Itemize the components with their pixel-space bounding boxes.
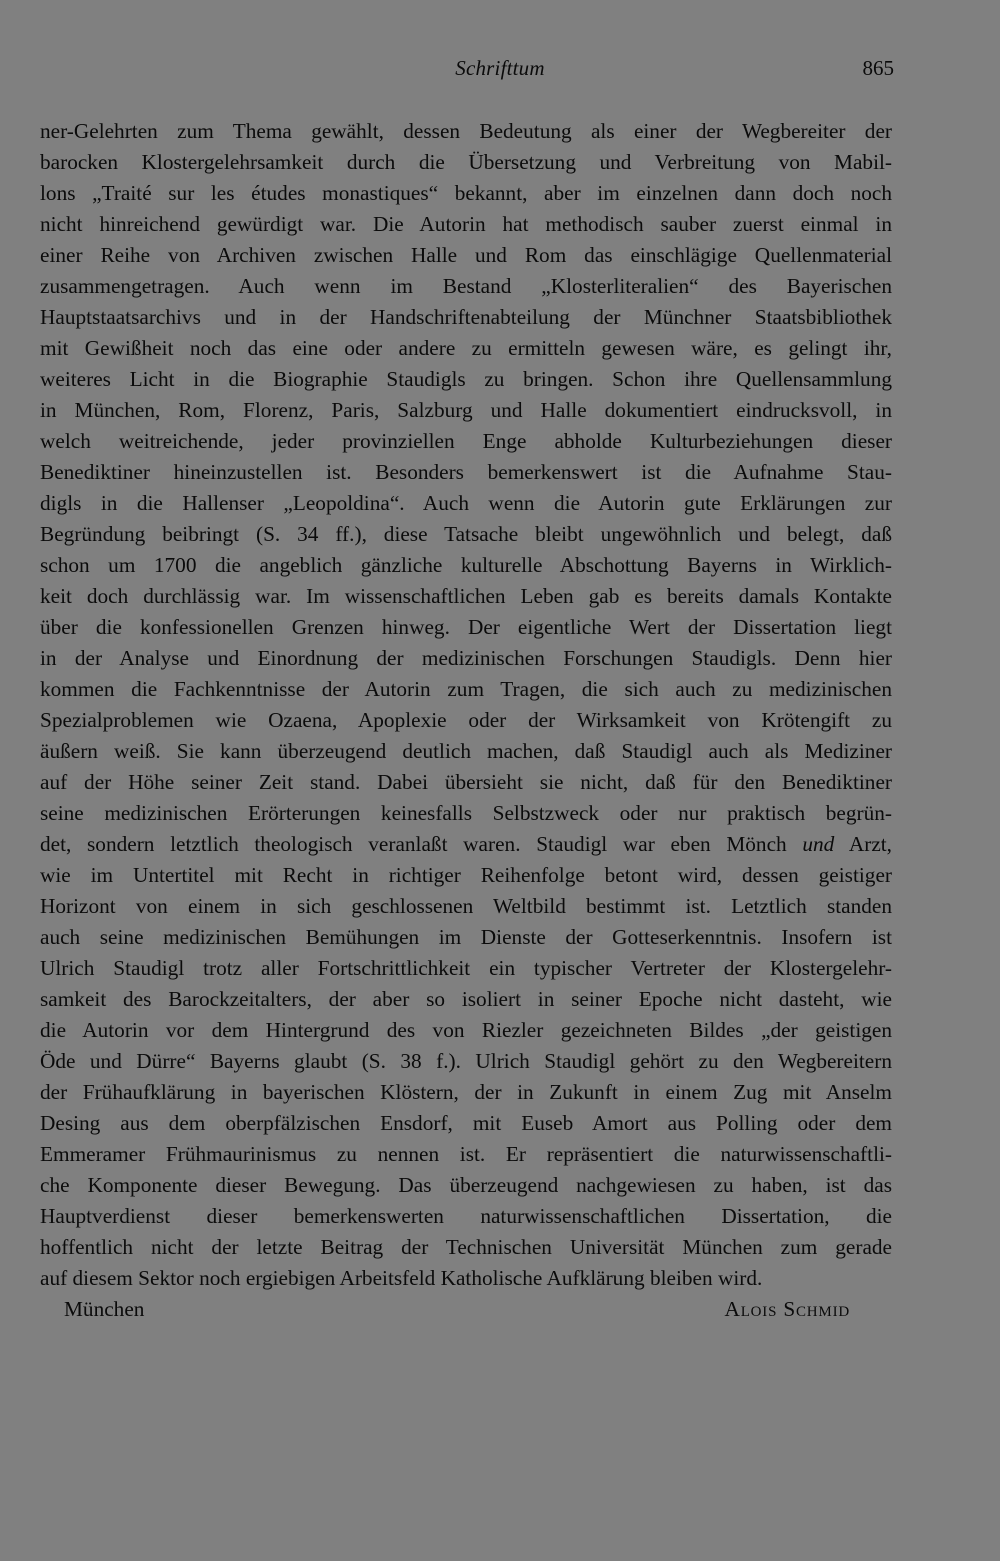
text-line: Ulrich Staudigl trotz aller Fortschrittlichkeit ein typischer Vertreter der Klostergelehr- [40,956,892,980]
page-number: 865 [862,56,894,80]
text-line: barocken Klostergelehrsamkeit durch die Übersetzung und Verbreitung von Mabil- [40,150,892,174]
text-line: seine medizinischen Erörterungen keinesfalls Selbstzweck oder nur praktisch begrün- [40,801,892,825]
text-line: schon um 1700 die angeblich gänzliche kulturelle Abschottung Bayerns in Wirklich- [40,553,892,577]
text-line: in der Analyse und Einordnung der medizinischen Forschungen Staudigls. Denn hier [40,646,892,670]
text-line: ner-Gelehrten zum Thema gewählt, dessen Bedeutung als einer der Wegbereiter der [40,119,892,143]
text-line: mit Gewißheit noch das eine oder andere zu ermitteln gewesen wäre, es gelingt ihr, [40,336,892,360]
text-line: keit doch durchlässig war. Im wissenschaftlichen Leben gab es bereits damals Kontakte [40,584,892,608]
text-line: Benediktiner hineinzustellen ist. Besonders bemerkenswert ist die Aufnahme Stau- [40,460,892,484]
text-line: der Frühaufklärung in bayerischen Klöstern, der in Zukunft in einem Zug mit Anselm [40,1080,892,1104]
text-line: auf der Höhe seiner Zeit stand. Dabei übersieht sie nicht, daß für den Benediktiner [40,770,892,794]
text-line: Öde und Dürre“ Bayerns glaubt (S. 38 f.). Ulrich Staudigl gehört zu den Wegbereitern [40,1049,892,1073]
text-line: samkeit des Barockzeitalters, der aber so isoliert in seiner Epoche nicht dasteht, wie [40,987,892,1011]
text-line: kommen die Fachkenntnisse der Autorin zum Tragen, die sich auch zu medizinischen [40,677,892,701]
text-line: Horizont von einem in sich geschlossenen Weltbild bestimmt ist. Letztlich standen [40,894,892,918]
text-line: nicht hinreichend gewürdigt war. Die Autorin hat methodisch sauber zuerst einmal in [40,212,892,236]
signature-place: München [64,1297,145,1321]
signature-author: Alois Schmid [724,1297,850,1321]
text-line: lons „Traité sur les études monastiques“ bekannt, aber im einzelnen dann doch noch [40,181,892,205]
body-paragraph [40,116,892,1294]
text-line: wie im Untertitel mit Recht in richtiger Reihenfolge betont wird, dessen geistiger [40,863,892,887]
text-line: Desing aus dem oberpfälzischen Ensdorf, mit Euseb Amort aus Polling oder dem [40,1111,892,1135]
text-line: zusammengetragen. Auch wenn im Bestand „Klosterliteralien“ des Bayerischen [40,274,892,298]
text-line-last: auf diesem Sektor noch ergiebigen Arbeitsfeld Katholische Aufklärung bleiben wird. [40,1266,763,1290]
text-line: Hauptverdienst dieser bemerkenswerten naturwissenschaftlichen Dissertation, die [40,1204,892,1228]
text-line: Emmeramer Frühmaurinismus zu nennen ist. Er repräsentiert die naturwissenschaftli- [40,1142,892,1166]
text-line: weiteres Licht in die Biographie Staudigls zu bringen. Schon ihre Quellensammlung [40,367,892,391]
running-header [0,56,1000,86]
text-line: che Komponente dieser Bewegung. Das überzeugend nachgewiesen zu haben, ist das [40,1173,892,1197]
italic-word: und [802,832,835,856]
text-line: die Autorin vor dem Hintergrund des von Riezler gezeichneten Bildes „der geistigen [40,1018,892,1042]
text-line: Hauptstaatsarchivs und in der Handschriftenabteilung der Münchner Staatsbibliothek [40,305,892,329]
running-title: Schrifttum [455,56,545,80]
text-line: hoffentlich nicht der letzte Beitrag der Technischen Universität München zum gerade [40,1235,892,1259]
text-line-mixed [40,829,892,860]
text-line: digls in die Hallenser „Leopoldina“. Auch wenn die Autorin gute Erklärungen zur [40,491,892,515]
text-line: welch weitreichende, jeder provinziellen Enge abholde Kulturbeziehungen dieser [40,429,892,453]
text-segment: det, sondern letztlich theologisch veranlaßt waren. Staudigl war eben Mönch [40,832,787,856]
text-line: einer Reihe von Archiven zwischen Halle und Rom das einschlägige Quellenmaterial [40,243,892,267]
text-line: über die konfessionellen Grenzen hinweg. Der eigentliche Wert der Dissertation liegt [40,615,892,639]
signature-row [64,1297,850,1329]
text-line: Begründung beibringt (S. 34 ff.), diese Tatsache bleibt ungewöhnlich und belegt, daß [40,522,892,546]
text-line: äußern weiß. Sie kann überzeugend deutlich machen, daß Staudigl auch als Mediziner [40,739,892,763]
text-segment: Arzt, [848,832,893,856]
text-line: Spezialproblemen wie Ozaena, Apoplexie oder der Wirksamkeit von Krötengift zu [40,708,892,732]
text-line: auch seine medizinischen Bemühungen im Dienste der Gotteserkenntnis. Insofern ist [40,925,892,949]
text-line: in München, Rom, Florenz, Paris, Salzburg und Halle dokumentiert eindrucksvoll, in [40,398,892,422]
